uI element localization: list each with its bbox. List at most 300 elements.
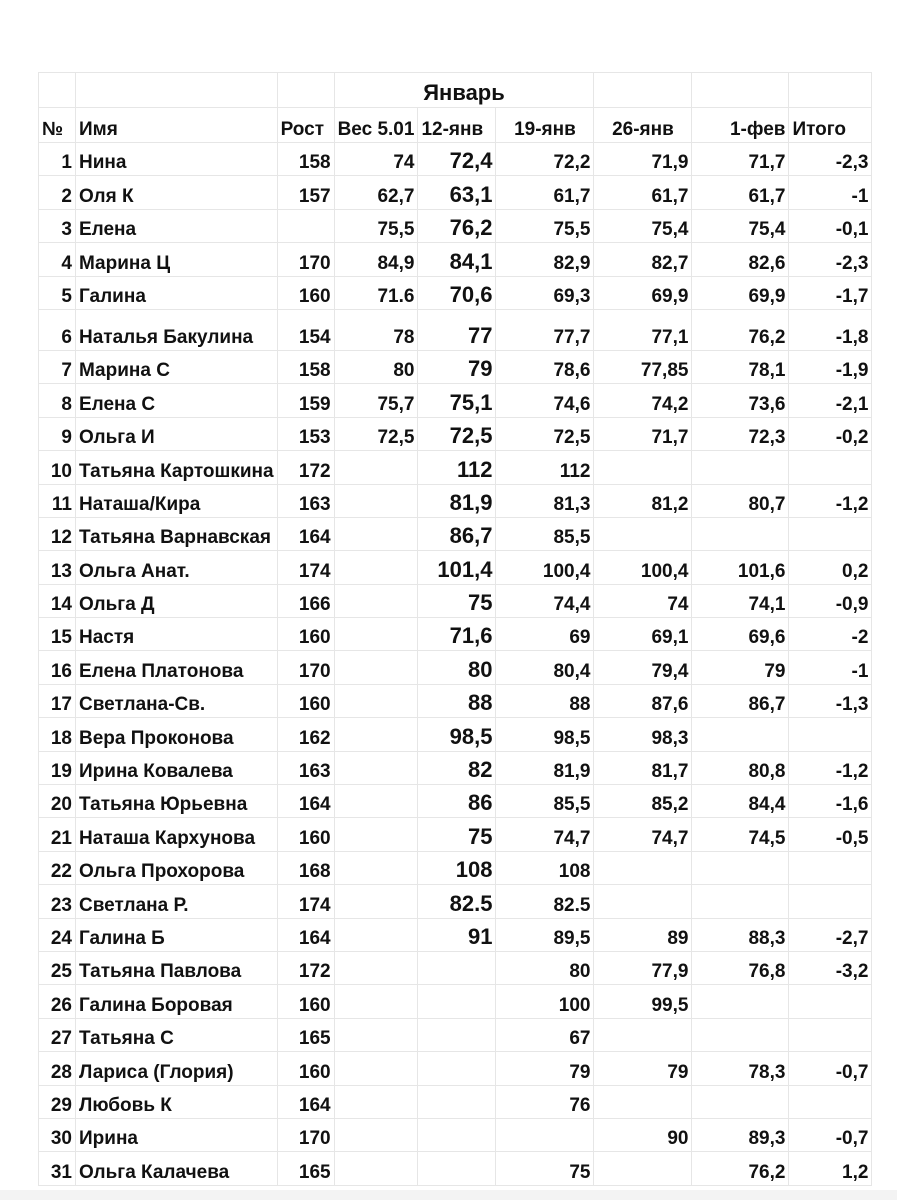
row-height: 172 [277,451,334,484]
row-total: -2,3 [789,243,872,276]
row-weight-jan12: 79 [418,350,496,383]
row-weight-jan5: 80 [334,350,418,383]
row-weight-jan12: 108 [418,851,496,884]
row-name: Светлана-Св. [76,684,278,717]
row-number: 17 [39,684,76,717]
row-weight-jan5: 74 [334,143,418,176]
month-header-row [39,73,872,108]
row-name: Наталья Бакулина [76,309,278,350]
table-row [39,1018,872,1051]
row-weight-feb1 [692,885,789,918]
row-height: 154 [277,309,334,350]
row-weight-feb1: 76,2 [692,309,789,350]
row-name: Любовь К [76,1085,278,1118]
row-weight-feb1: 78,1 [692,350,789,383]
row-weight-jan26 [594,1152,692,1185]
row-total: -1,2 [789,484,872,517]
table-row [39,517,872,550]
row-name: Светлана Р. [76,885,278,918]
row-weight-feb1: 69,6 [692,618,789,651]
row-name: Оля К [76,176,278,209]
row-weight-jan26 [594,1085,692,1118]
row-weight-jan12: 77 [418,309,496,350]
row-weight-jan26 [594,517,692,550]
row-height: 158 [277,143,334,176]
row-total: -0,5 [789,818,872,851]
column-header-row [39,108,872,143]
table-row [39,985,872,1018]
row-weight-jan19: 100,4 [496,551,594,584]
row-name: Ирина Ковалева [76,751,278,784]
row-total: -0,9 [789,584,872,617]
row-weight-jan5 [334,951,418,984]
table-row [39,1152,872,1185]
row-height: 170 [277,1118,334,1151]
row-number: 25 [39,951,76,984]
row-number: 10 [39,451,76,484]
row-name: Татьяна Юрьевна [76,785,278,818]
row-total: -1,6 [789,785,872,818]
row-weight-jan12: 81,9 [418,484,496,517]
row-name: Елена Платонова [76,651,278,684]
row-height: 163 [277,484,334,517]
row-total: -0,2 [789,417,872,450]
row-weight-jan19: 81,9 [496,751,594,784]
row-weight-jan19: 85,5 [496,785,594,818]
row-total [789,451,872,484]
row-height: 160 [277,276,334,309]
row-weight-jan19 [496,1118,594,1151]
row-weight-feb1: 73,6 [692,384,789,417]
row-weight-jan26: 69,9 [594,276,692,309]
row-number: 4 [39,243,76,276]
table-row [39,751,872,784]
row-height: 165 [277,1018,334,1051]
table-row [39,885,872,918]
table-row [39,451,872,484]
row-total [789,1018,872,1051]
table-row [39,718,872,751]
row-weight-feb1: 74,5 [692,818,789,851]
row-height: 168 [277,851,334,884]
row-weight-feb1: 79 [692,651,789,684]
page-bottom-strip [0,1190,897,1200]
row-weight-jan5: 75,5 [334,209,418,242]
table-row [39,176,872,209]
row-weight-feb1 [692,1018,789,1051]
row-weight-jan19: 88 [496,684,594,717]
row-name: Ольга Анат. [76,551,278,584]
row-number: 19 [39,751,76,784]
row-weight-jan12 [418,1152,496,1185]
row-weight-jan26: 82,7 [594,243,692,276]
row-name: Настя [76,618,278,651]
row-number: 8 [39,384,76,417]
row-name: Лариса (Глория) [76,1052,278,1085]
row-weight-jan26: 61,7 [594,176,692,209]
row-weight-jan26: 98,3 [594,718,692,751]
row-weight-jan12: 63,1 [418,176,496,209]
row-weight-feb1: 78,3 [692,1052,789,1085]
row-weight-jan12: 82 [418,751,496,784]
table-row [39,143,872,176]
row-weight-jan19: 82.5 [496,885,594,918]
row-weight-jan19: 108 [496,851,594,884]
row-weight-feb1: 71,7 [692,143,789,176]
row-number: 26 [39,985,76,1018]
weight-table [38,72,872,1186]
row-weight-jan5 [334,551,418,584]
row-weight-feb1: 75,4 [692,209,789,242]
row-weight-feb1: 101,6 [692,551,789,584]
row-total: -1 [789,176,872,209]
table-row [39,818,872,851]
row-weight-jan5: 72,5 [334,417,418,450]
row-height: 160 [277,1052,334,1085]
row-name: Татьяна Павлова [76,951,278,984]
table-row [39,584,872,617]
row-height: 153 [277,417,334,450]
row-weight-jan12: 101,4 [418,551,496,584]
table-row [39,484,872,517]
row-height: 157 [277,176,334,209]
row-weight-jan26: 75,4 [594,209,692,242]
row-weight-jan5: 84,9 [334,243,418,276]
row-weight-feb1: 74,1 [692,584,789,617]
row-weight-feb1: 80,8 [692,751,789,784]
row-weight-jan19: 74,6 [496,384,594,417]
row-total: -1,7 [789,276,872,309]
row-number: 12 [39,517,76,550]
row-weight-jan19: 79 [496,1052,594,1085]
table-row [39,851,872,884]
row-number: 16 [39,651,76,684]
row-total: -3,2 [789,951,872,984]
table-row [39,243,872,276]
row-weight-jan12: 72,4 [418,143,496,176]
row-weight-jan5: 71.6 [334,276,418,309]
table-row [39,918,872,951]
row-number: 30 [39,1118,76,1151]
row-weight-jan5 [334,684,418,717]
row-weight-jan19: 85,5 [496,517,594,550]
row-total: -2 [789,618,872,651]
row-weight-jan19: 112 [496,451,594,484]
row-weight-jan26: 79,4 [594,651,692,684]
row-number: 20 [39,785,76,818]
row-height: 160 [277,985,334,1018]
row-number: 22 [39,851,76,884]
row-weight-jan5 [334,1085,418,1118]
row-number: 24 [39,918,76,951]
row-weight-jan5: 78 [334,309,418,350]
month-title: Январь [334,73,594,108]
table-row [39,951,872,984]
row-weight-jan19: 77,7 [496,309,594,350]
row-height: 160 [277,818,334,851]
table-row [39,1085,872,1118]
row-height: 164 [277,517,334,550]
row-number: 7 [39,350,76,383]
table-row [39,384,872,417]
row-weight-jan12: 91 [418,918,496,951]
row-number: 1 [39,143,76,176]
row-name: Галина Боровая [76,985,278,1018]
row-number: 29 [39,1085,76,1118]
row-total: -1,2 [789,751,872,784]
table-row [39,209,872,242]
header-number: № [39,108,76,143]
row-name: Марина С [76,350,278,383]
row-weight-jan19: 82,9 [496,243,594,276]
row-name: Наташа Кархунова [76,818,278,851]
row-weight-jan26: 81,2 [594,484,692,517]
row-weight-jan5 [334,1152,418,1185]
row-name: Нина [76,143,278,176]
row-weight-jan12: 70,6 [418,276,496,309]
header-jan12: 12-янв [418,108,496,143]
table-row [39,651,872,684]
row-weight-jan5 [334,851,418,884]
row-total [789,985,872,1018]
header-total: Итого [789,108,872,143]
row-height: 160 [277,684,334,717]
row-weight-jan19: 89,5 [496,918,594,951]
row-weight-feb1: 86,7 [692,684,789,717]
row-weight-jan26 [594,851,692,884]
row-number: 15 [39,618,76,651]
header-name: Имя [76,108,278,143]
row-weight-jan26: 90 [594,1118,692,1151]
table-row [39,684,872,717]
row-total: -2,3 [789,143,872,176]
row-number: 21 [39,818,76,851]
header-height: Рост [277,108,334,143]
row-total [789,517,872,550]
row-height: 163 [277,751,334,784]
row-weight-jan19: 74,4 [496,584,594,617]
row-weight-jan12: 75 [418,818,496,851]
row-total [789,851,872,884]
row-weight-jan12: 88 [418,684,496,717]
row-weight-jan12: 84,1 [418,243,496,276]
row-weight-jan19: 75,5 [496,209,594,242]
row-weight-jan5 [334,785,418,818]
row-weight-jan12 [418,951,496,984]
row-weight-jan26: 71,7 [594,417,692,450]
row-weight-jan5: 62,7 [334,176,418,209]
row-weight-jan19: 75 [496,1152,594,1185]
row-weight-jan19: 81,3 [496,484,594,517]
row-height: 172 [277,951,334,984]
row-weight-jan26: 74,7 [594,818,692,851]
row-weight-feb1: 76,8 [692,951,789,984]
row-number: 28 [39,1052,76,1085]
row-weight-jan19: 72,2 [496,143,594,176]
row-weight-jan12: 75,1 [418,384,496,417]
row-weight-jan19: 69 [496,618,594,651]
row-weight-feb1 [692,517,789,550]
row-total: -0,7 [789,1052,872,1085]
row-weight-jan19: 69,3 [496,276,594,309]
row-weight-jan12: 76,2 [418,209,496,242]
row-weight-jan5 [334,618,418,651]
row-name: Татьяна Картошкина [76,451,278,484]
row-name: Елена С [76,384,278,417]
header-weight-jan5: Вес 5.01 [334,108,418,143]
table-row [39,276,872,309]
row-weight-jan12 [418,1018,496,1051]
row-name: Ирина [76,1118,278,1151]
row-weight-feb1: 80,7 [692,484,789,517]
row-total [789,718,872,751]
row-weight-feb1 [692,851,789,884]
row-weight-jan19: 80 [496,951,594,984]
row-weight-feb1: 84,4 [692,785,789,818]
table-row [39,350,872,383]
row-weight-jan5 [334,651,418,684]
row-weight-jan26: 81,7 [594,751,692,784]
row-name: Ольга И [76,417,278,450]
row-weight-jan5 [334,1118,418,1151]
row-weight-jan12 [418,1118,496,1151]
row-weight-jan19: 61,7 [496,176,594,209]
row-weight-jan26: 77,1 [594,309,692,350]
row-height: 170 [277,651,334,684]
row-name: Галина [76,276,278,309]
row-name: Татьяна С [76,1018,278,1051]
row-weight-jan12: 72,5 [418,417,496,450]
row-weight-feb1: 82,6 [692,243,789,276]
row-weight-jan5 [334,451,418,484]
row-number: 31 [39,1152,76,1185]
row-number: 23 [39,885,76,918]
table-row [39,309,872,350]
row-weight-jan26: 87,6 [594,684,692,717]
row-weight-jan26: 77,85 [594,350,692,383]
row-weight-jan26: 79 [594,1052,692,1085]
row-number: 11 [39,484,76,517]
table-row [39,1052,872,1085]
row-number: 5 [39,276,76,309]
row-name: Ольга Калачева [76,1152,278,1185]
row-weight-jan26: 100,4 [594,551,692,584]
row-name: Марина Ц [76,243,278,276]
row-weight-jan5: 75,7 [334,384,418,417]
row-weight-jan5 [334,484,418,517]
row-total [789,1085,872,1118]
row-weight-jan12: 71,6 [418,618,496,651]
row-weight-jan5 [334,818,418,851]
row-number: 9 [39,417,76,450]
row-weight-feb1: 76,2 [692,1152,789,1185]
row-height: 164 [277,918,334,951]
row-weight-jan19: 98,5 [496,718,594,751]
row-weight-jan26: 71,9 [594,143,692,176]
row-weight-jan26: 89 [594,918,692,951]
row-total: -0,1 [789,209,872,242]
row-name: Елена [76,209,278,242]
row-weight-jan19: 67 [496,1018,594,1051]
header-jan19: 19-янв [496,108,594,143]
row-weight-jan5 [334,751,418,784]
row-name: Ольга Д [76,584,278,617]
row-weight-jan19: 80,4 [496,651,594,684]
row-height: 162 [277,718,334,751]
row-number: 3 [39,209,76,242]
row-total: -1 [789,651,872,684]
row-weight-jan19: 72,5 [496,417,594,450]
row-weight-jan26: 74 [594,584,692,617]
row-name: Татьяна Варнавская [76,517,278,550]
table-row [39,417,872,450]
row-name: Галина Б [76,918,278,951]
row-total: -2,7 [789,918,872,951]
row-weight-jan26: 85,2 [594,785,692,818]
row-height: 165 [277,1152,334,1185]
row-weight-jan19: 78,6 [496,350,594,383]
row-name: Вера Проконова [76,718,278,751]
row-weight-jan12: 80 [418,651,496,684]
row-weight-jan26 [594,1018,692,1051]
row-weight-feb1 [692,1085,789,1118]
row-height: 160 [277,618,334,651]
row-weight-jan5 [334,985,418,1018]
row-height: 164 [277,1085,334,1118]
row-weight-jan12 [418,985,496,1018]
table-row [39,551,872,584]
row-total: -1,9 [789,350,872,383]
row-weight-jan5 [334,517,418,550]
row-weight-jan26: 69,1 [594,618,692,651]
row-weight-jan12: 86,7 [418,517,496,550]
row-weight-jan26 [594,885,692,918]
row-weight-jan19: 76 [496,1085,594,1118]
row-weight-feb1: 88,3 [692,918,789,951]
row-number: 6 [39,309,76,350]
row-number: 2 [39,176,76,209]
row-weight-jan26: 74,2 [594,384,692,417]
row-number: 27 [39,1018,76,1051]
row-weight-jan5 [334,584,418,617]
row-weight-feb1 [692,985,789,1018]
row-weight-jan26: 77,9 [594,951,692,984]
row-weight-feb1: 89,3 [692,1118,789,1151]
row-height: 164 [277,785,334,818]
row-total: -1,8 [789,309,872,350]
row-weight-jan5 [334,1018,418,1051]
row-total: 0,2 [789,551,872,584]
row-weight-jan12 [418,1052,496,1085]
row-total: 1,2 [789,1152,872,1185]
row-total: -2,1 [789,384,872,417]
row-height: 159 [277,384,334,417]
row-height: 174 [277,551,334,584]
row-total [789,885,872,918]
row-weight-jan5 [334,718,418,751]
row-weight-jan5 [334,918,418,951]
row-weight-jan12: 112 [418,451,496,484]
row-number: 14 [39,584,76,617]
table-row [39,618,872,651]
row-weight-feb1: 72,3 [692,417,789,450]
row-weight-feb1: 61,7 [692,176,789,209]
row-number: 18 [39,718,76,751]
row-number: 13 [39,551,76,584]
row-weight-jan12: 86 [418,785,496,818]
row-weight-feb1 [692,451,789,484]
row-weight-jan26: 99,5 [594,985,692,1018]
